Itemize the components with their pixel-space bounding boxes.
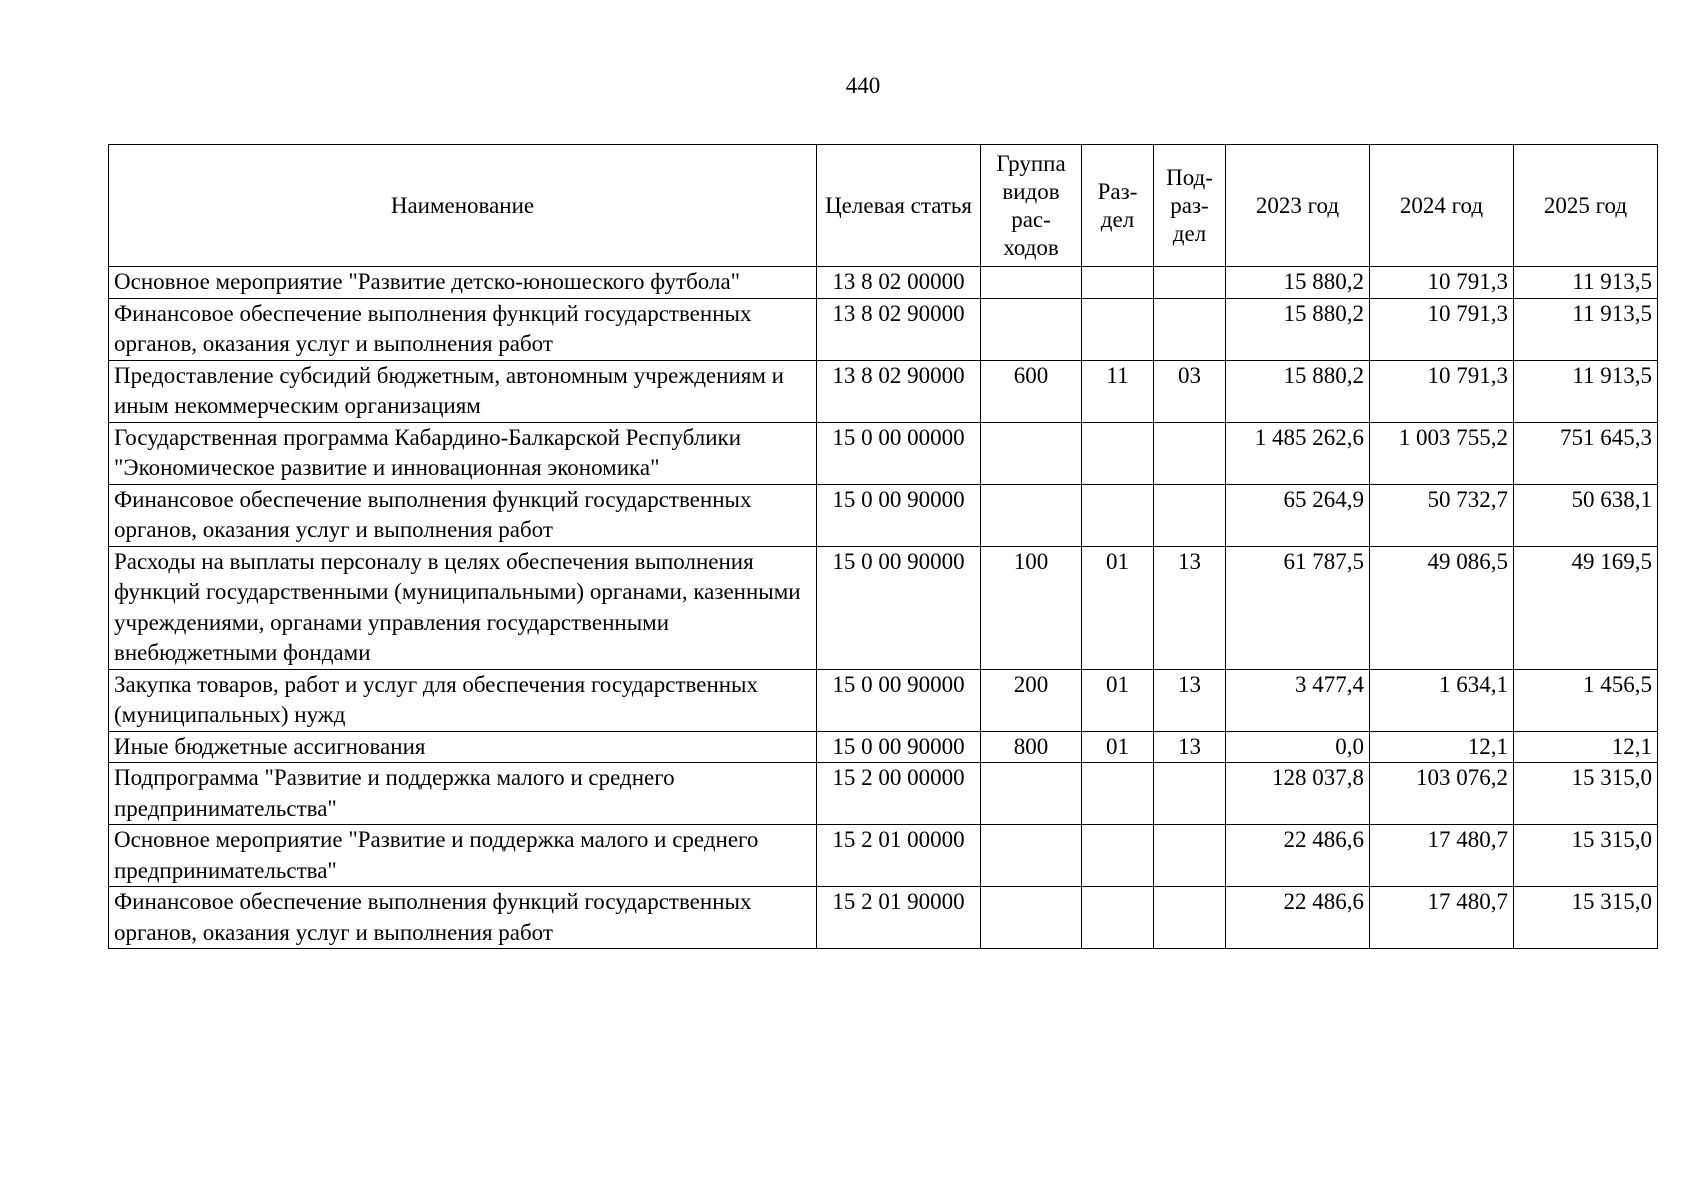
cell-amount-2023: 65 264,9 xyxy=(1226,484,1370,546)
header-expense-group: Группа видов рас-ходов xyxy=(981,145,1082,267)
cell-expense-group xyxy=(981,763,1082,825)
cell-section xyxy=(1082,484,1154,546)
cell-amount-2024: 17 480,7 xyxy=(1370,887,1514,949)
cell-expense-group xyxy=(981,887,1082,949)
header-target-article: Целевая статья xyxy=(817,145,981,267)
cell-amount-2025: 49 169,5 xyxy=(1514,546,1658,669)
cell-subsection xyxy=(1154,422,1226,484)
cell-amount-2023: 22 486,6 xyxy=(1226,825,1370,887)
cell-amount-2024: 10 791,3 xyxy=(1370,298,1514,360)
table-row xyxy=(109,298,1658,360)
cell-subsection: 03 xyxy=(1154,360,1226,422)
cell-target-article: 15 2 01 90000 xyxy=(817,887,981,949)
cell-amount-2023: 128 037,8 xyxy=(1226,763,1370,825)
cell-expense-group xyxy=(981,267,1082,299)
cell-target-article: 15 0 00 00000 xyxy=(817,422,981,484)
table-row xyxy=(109,887,1658,949)
cell-expense-group: 800 xyxy=(981,731,1082,763)
header-year-2023: 2023 год xyxy=(1226,145,1370,267)
cell-target-article: 15 2 00 00000 xyxy=(817,763,981,825)
cell-amount-2025: 12,1 xyxy=(1514,731,1658,763)
cell-expense-group xyxy=(981,422,1082,484)
cell-name: Основное мероприятие "Развитие и поддержка малого и среднего предпринимательства" xyxy=(109,825,817,887)
cell-subsection xyxy=(1154,763,1226,825)
cell-amount-2024: 1 003 755,2 xyxy=(1370,422,1514,484)
header-section: Раз-дел xyxy=(1082,145,1154,267)
cell-target-article: 15 0 00 90000 xyxy=(817,669,981,731)
cell-expense-group xyxy=(981,484,1082,546)
cell-section xyxy=(1082,422,1154,484)
cell-amount-2025: 751 645,3 xyxy=(1514,422,1658,484)
cell-section xyxy=(1082,887,1154,949)
cell-name: Закупка товаров, работ и услуг для обеспечения государственных (муниципальных) нужд xyxy=(109,669,817,731)
cell-target-article: 13 8 02 90000 xyxy=(817,360,981,422)
cell-name: Предоставление субсидий бюджетным, автономным учреждениям и иным некоммерческим организациям xyxy=(109,360,817,422)
table-row xyxy=(109,825,1658,887)
page-number: 440 xyxy=(845,73,881,98)
cell-section: 11 xyxy=(1082,360,1154,422)
table-row xyxy=(109,360,1658,422)
cell-name: Расходы на выплаты персоналу в целях обеспечения выполнения функций государственными (муниципальными) органами, казенными учреждениями, органами управления государственными внебюджетными фондами xyxy=(109,546,817,669)
cell-section xyxy=(1082,763,1154,825)
cell-amount-2025: 15 315,0 xyxy=(1514,825,1658,887)
table-row xyxy=(109,484,1658,546)
cell-subsection xyxy=(1154,298,1226,360)
header-year-2025: 2025 год xyxy=(1514,145,1658,267)
cell-amount-2023: 1 485 262,6 xyxy=(1226,422,1370,484)
table-row xyxy=(109,669,1658,731)
table-row xyxy=(109,731,1658,763)
cell-amount-2025: 1 456,5 xyxy=(1514,669,1658,731)
cell-amount-2023: 61 787,5 xyxy=(1226,546,1370,669)
header-row xyxy=(109,145,1658,267)
table-body xyxy=(109,267,1658,949)
cell-amount-2024: 12,1 xyxy=(1370,731,1514,763)
cell-name: Финансовое обеспечение выполнения функций государственных органов, оказания услуг и выполнения работ xyxy=(109,298,817,360)
cell-amount-2023: 22 486,6 xyxy=(1226,887,1370,949)
cell-section: 01 xyxy=(1082,731,1154,763)
cell-name: Основное мероприятие "Развитие детско-юношеского футбола" xyxy=(109,267,817,299)
cell-amount-2024: 1 634,1 xyxy=(1370,669,1514,731)
table-row xyxy=(109,267,1658,299)
cell-amount-2025: 11 913,5 xyxy=(1514,298,1658,360)
cell-amount-2024: 10 791,3 xyxy=(1370,267,1514,299)
cell-name: Подпрограмма "Развитие и поддержка малого и среднего предпринимательства" xyxy=(109,763,817,825)
cell-target-article: 13 8 02 00000 xyxy=(817,267,981,299)
cell-amount-2024: 10 791,3 xyxy=(1370,360,1514,422)
cell-subsection xyxy=(1154,484,1226,546)
cell-amount-2025: 11 913,5 xyxy=(1514,267,1658,299)
cell-subsection xyxy=(1154,887,1226,949)
cell-target-article: 15 0 00 90000 xyxy=(817,731,981,763)
table-row xyxy=(109,422,1658,484)
cell-target-article: 15 0 00 90000 xyxy=(817,484,981,546)
cell-name: Иные бюджетные ассигнования xyxy=(109,731,817,763)
cell-section xyxy=(1082,298,1154,360)
header-year-2024: 2024 год xyxy=(1370,145,1514,267)
cell-target-article: 15 0 00 90000 xyxy=(817,546,981,669)
cell-amount-2024: 103 076,2 xyxy=(1370,763,1514,825)
cell-amount-2023: 15 880,2 xyxy=(1226,298,1370,360)
table-row xyxy=(109,763,1658,825)
header-subsection: Под-раз-дел xyxy=(1154,145,1226,267)
cell-subsection: 13 xyxy=(1154,669,1226,731)
cell-target-article: 15 2 01 00000 xyxy=(817,825,981,887)
cell-amount-2025: 50 638,1 xyxy=(1514,484,1658,546)
cell-expense-group: 100 xyxy=(981,546,1082,669)
header-name: Наименование xyxy=(109,145,817,267)
cell-amount-2024: 49 086,5 xyxy=(1370,546,1514,669)
cell-name: Финансовое обеспечение выполнения функций государственных органов, оказания услуг и выполнения работ xyxy=(109,887,817,949)
cell-amount-2023: 15 880,2 xyxy=(1226,267,1370,299)
cell-amount-2025: 15 315,0 xyxy=(1514,763,1658,825)
cell-amount-2024: 50 732,7 xyxy=(1370,484,1514,546)
cell-subsection: 13 xyxy=(1154,546,1226,669)
cell-amount-2023: 3 477,4 xyxy=(1226,669,1370,731)
cell-section: 01 xyxy=(1082,546,1154,669)
cell-expense-group xyxy=(981,825,1082,887)
cell-expense-group xyxy=(981,298,1082,360)
cell-expense-group: 600 xyxy=(981,360,1082,422)
cell-target-article: 13 8 02 90000 xyxy=(817,298,981,360)
cell-amount-2024: 17 480,7 xyxy=(1370,825,1514,887)
cell-amount-2023: 15 880,2 xyxy=(1226,360,1370,422)
cell-section xyxy=(1082,825,1154,887)
budget-table xyxy=(108,144,1658,949)
cell-amount-2023: 0,0 xyxy=(1226,731,1370,763)
cell-name: Финансовое обеспечение выполнения функций государственных органов, оказания услуг и выполнения работ xyxy=(109,484,817,546)
cell-name: Государственная программа Кабардино-Балкарской Республики "Экономическое развитие и инновационная экономика" xyxy=(109,422,817,484)
cell-expense-group: 200 xyxy=(981,669,1082,731)
cell-subsection: 13 xyxy=(1154,731,1226,763)
cell-amount-2025: 15 315,0 xyxy=(1514,887,1658,949)
table-row xyxy=(109,546,1658,669)
cell-section: 01 xyxy=(1082,669,1154,731)
cell-subsection xyxy=(1154,267,1226,299)
cell-amount-2025: 11 913,5 xyxy=(1514,360,1658,422)
cell-section xyxy=(1082,267,1154,299)
cell-subsection xyxy=(1154,825,1226,887)
